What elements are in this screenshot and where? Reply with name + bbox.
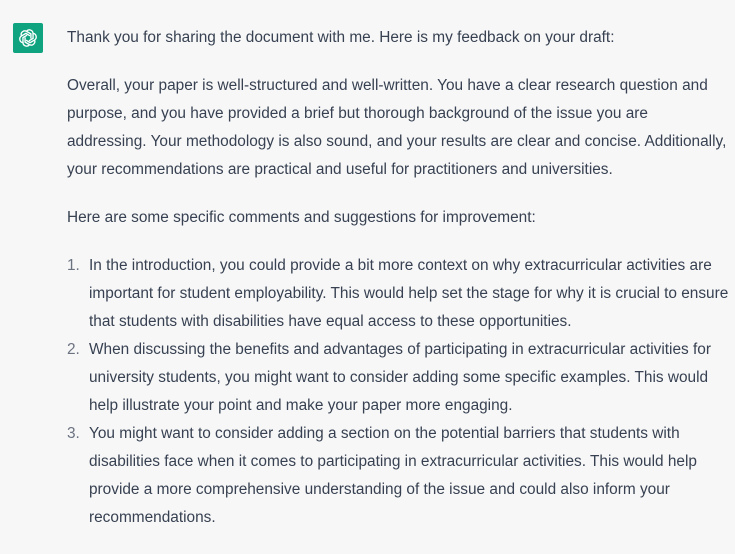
suggestion-list <box>67 252 729 532</box>
list-item-text: In the introduction, you could provide a bit more context on why extracurricular activities are important for student employability. This would help set the stage for why it is crucial to ensure that students with disabilities have equal access to these opportunities. <box>89 257 729 330</box>
list-item <box>67 420 729 532</box>
list-item-text: When discussing the benefits and advantages of participating in extracurricular activities for university students, you might want to consider adding some specific examples. This would help illustrate your point and make your paper more engaging. <box>89 341 711 414</box>
list-item-number: 1. <box>67 257 80 274</box>
message-content <box>67 24 729 532</box>
lead-in-paragraph: Here are some specific comments and suggestions for improvement: <box>67 209 536 226</box>
list-item <box>67 336 729 420</box>
intro-paragraph: Thank you for sharing the document with me. Here is my feedback on your draft: <box>67 29 615 46</box>
list-item-number: 3. <box>67 425 80 442</box>
overall-paragraph: Overall, your paper is well-structured and well-written. You have a clear research question and purpose, and you have provided a brief but thorough background of the issue you are addressing. Your methodology is also sound, and your results are clear and concise. Additionally, your recommendations are practical and useful for practitioners and universities. <box>67 77 727 178</box>
list-item-text: You might want to consider adding a section on the potential barriers that students with disabilities face when it comes to participating in extracurricular activities. This would help provide a more comprehensive understanding of the issue and could also inform your recommendations. <box>89 425 697 526</box>
assistant-avatar <box>13 23 43 53</box>
openai-logo-icon <box>17 27 39 49</box>
list-item <box>67 252 729 336</box>
list-item-number: 2. <box>67 341 80 358</box>
